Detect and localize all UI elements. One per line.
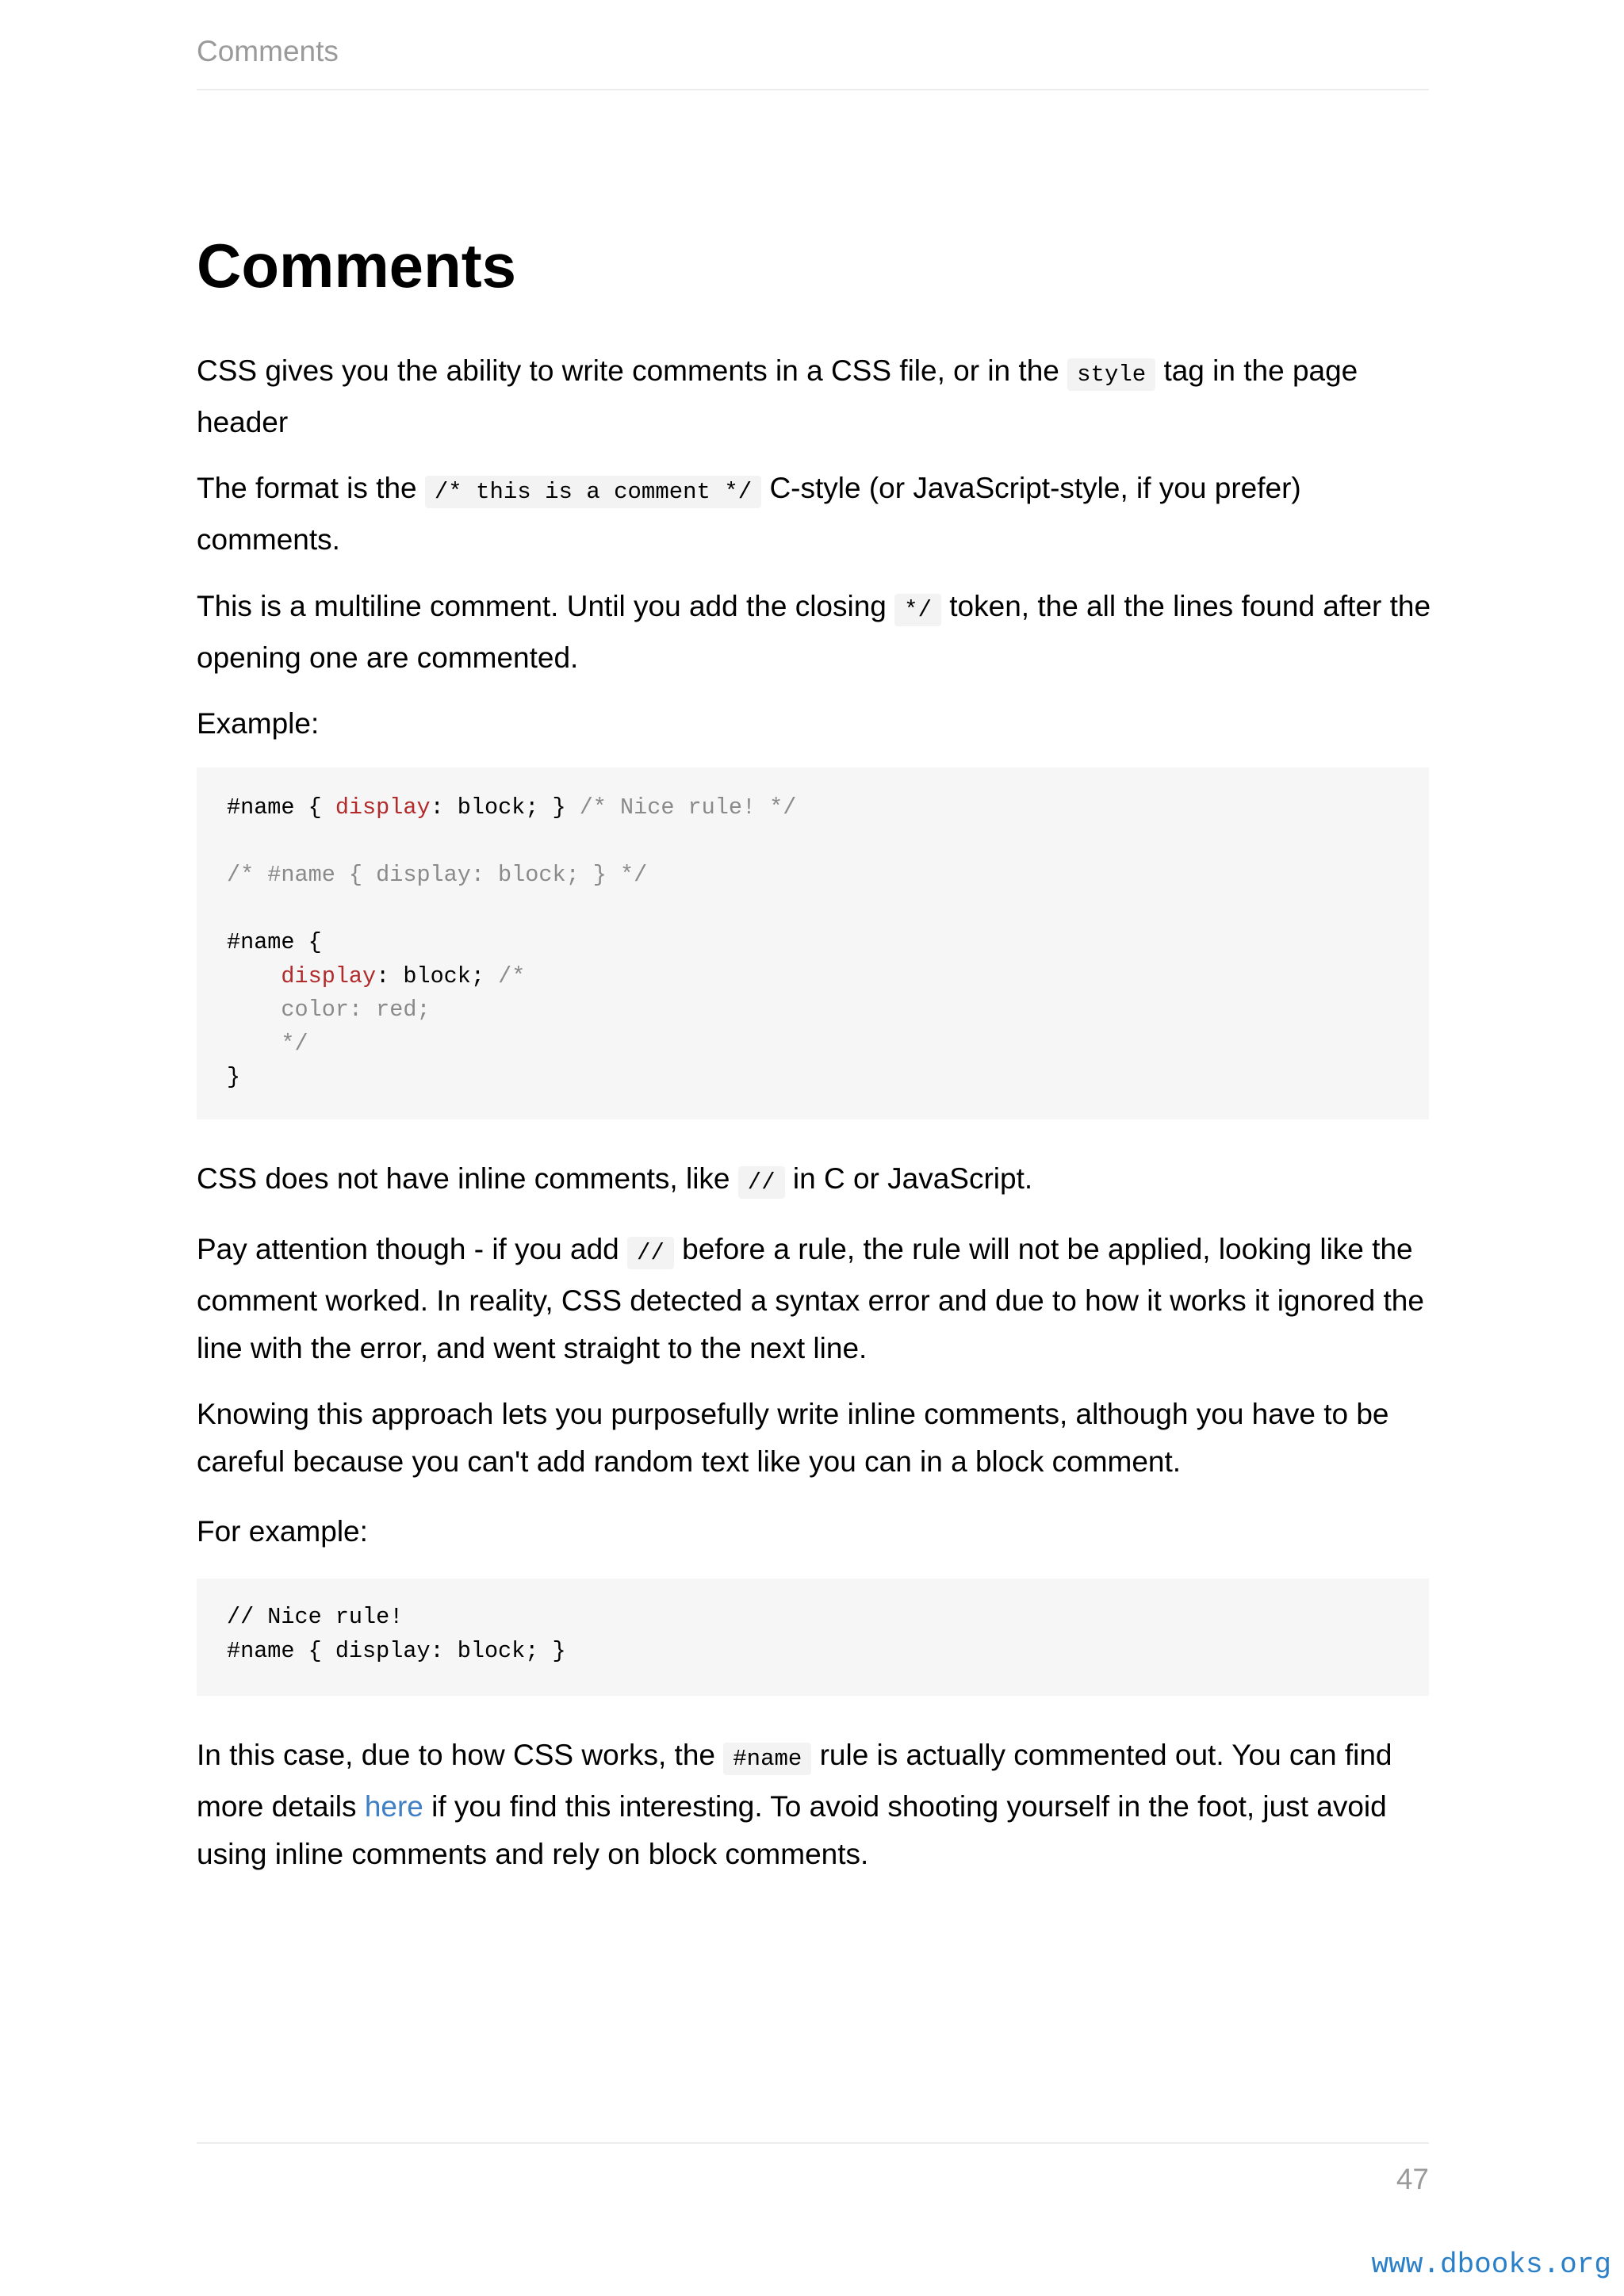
code-block-example bbox=[197, 767, 1429, 1119]
inline-code: /* this is a comment */ bbox=[425, 476, 761, 508]
inline-code: // bbox=[627, 1237, 674, 1269]
paragraph-intro bbox=[197, 347, 1434, 446]
paragraph-inline-comments bbox=[197, 1155, 1434, 1207]
code-keyword: display bbox=[335, 794, 431, 821]
paragraph-for-example-label: For example: bbox=[197, 1515, 368, 1548]
code-comment: /* bbox=[498, 962, 526, 989]
text: in C or JavaScript. bbox=[792, 1162, 1033, 1195]
code-comment: */ bbox=[227, 1030, 308, 1057]
text: This is a multiline comment. Until you add the closing bbox=[197, 590, 887, 622]
watermark-link[interactable]: www.dbooks.org bbox=[1371, 2248, 1611, 2281]
paragraph-example-label: Example: bbox=[197, 707, 320, 740]
paragraph-conclusion bbox=[197, 1732, 1434, 1878]
paragraph-multiline bbox=[197, 583, 1434, 682]
code-text: #name { bbox=[227, 929, 322, 955]
inline-code: */ bbox=[894, 594, 941, 626]
text: Pay attention though - if you add bbox=[197, 1233, 619, 1265]
page-title: Comments bbox=[197, 231, 517, 300]
code-indent bbox=[227, 963, 281, 989]
text: rule is actually commented out. You can find more details bbox=[197, 1739, 1392, 1823]
code-block-inline-example bbox=[197, 1578, 1429, 1696]
here-link[interactable]: here bbox=[364, 1790, 423, 1823]
code-text: : block; } bbox=[430, 794, 580, 821]
text: CSS does not have inline comments, like bbox=[197, 1162, 730, 1195]
code-text: #name { display: block; } bbox=[227, 1637, 566, 1664]
code-keyword: display bbox=[281, 962, 377, 989]
text: before a rule, the rule will not be applied, looking like the comment worked. In reality, CSS detected a syntax error and due to how it works it ignored the line with the error, and went straight to the next line. bbox=[197, 1233, 1424, 1364]
text: CSS gives you the ability to write comments in a CSS file, or in the bbox=[197, 354, 1059, 387]
footer-divider bbox=[197, 2142, 1429, 2144]
code-comment: color: red; bbox=[227, 997, 431, 1023]
paragraph-attention bbox=[197, 1226, 1434, 1372]
code-text: #name { bbox=[227, 794, 335, 821]
text: if you find this interesting. To avoid shooting yourself in the foot, just avoid using inline comments and rely on block comments. bbox=[197, 1790, 1387, 1870]
code-text: } bbox=[227, 1064, 241, 1090]
text: The format is the bbox=[197, 472, 417, 504]
inline-code: #name bbox=[723, 1743, 811, 1775]
code-comment: /* Nice rule! */ bbox=[579, 794, 797, 821]
text: C-style (or JavaScript-style, if you prefer) comments. bbox=[197, 472, 1301, 556]
text: token, the all the lines found after the opening one are commented. bbox=[197, 590, 1431, 674]
paragraph-format bbox=[197, 465, 1434, 564]
inline-code: style bbox=[1067, 358, 1155, 391]
text: In this case, due to how CSS works, the bbox=[197, 1739, 715, 1771]
code-text: : block; bbox=[376, 962, 499, 989]
running-header: Comments bbox=[197, 35, 1429, 90]
code-text: // Nice rule! bbox=[227, 1604, 404, 1630]
text: tag in the page header bbox=[197, 354, 1358, 438]
paragraph-approach: Knowing this approach lets you purposefully write inline comments, although you have to be careful because you can't add random text like you can in a block comment. bbox=[197, 1398, 1389, 1478]
page-number: 47 bbox=[1396, 2163, 1429, 2195]
code-comment: /* #name { display: block; } */ bbox=[227, 862, 648, 888]
inline-code: // bbox=[738, 1166, 785, 1199]
